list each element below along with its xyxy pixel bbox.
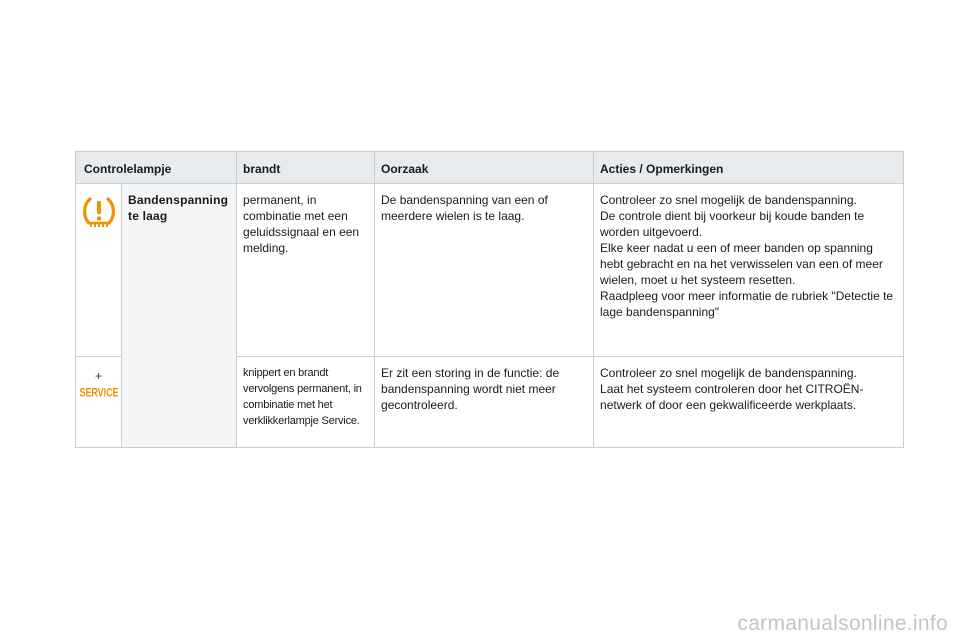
action-line: Controleer zo snel mogelijk de bandenspanning. (600, 193, 857, 207)
state-cell: knippert en brandt vervolgens permanent, in combinatie met het verklikkerlampje Service. (237, 357, 375, 448)
action-line: Raadpleeg voor meer informatie de rubriek "Detectie te lage bandenspanning" (600, 289, 894, 319)
action-line: Elke keer nadat u een of meer banden op spanning hebt gebracht en na het verwisselen van een of meer wielen, moet u het systeem resetten. (600, 241, 883, 287)
watermark: carmanualsonline.info (737, 612, 948, 635)
warning-name-cell: Bandenspanning te laag (122, 184, 237, 448)
action-line: De controle dient bij voorkeur bij koude banden te worden uitgevoerd. (600, 209, 865, 239)
cause-cell: De bandenspanning van een of meerdere wielen is te laag. (375, 184, 594, 357)
plus-sign: + (94, 369, 102, 383)
icon-cell (76, 184, 122, 357)
header-controlelampje: Controlelampje (76, 152, 237, 184)
warning-lamp-table (75, 151, 904, 448)
table-header-row (76, 152, 904, 184)
service-icon-text: SERVICE (79, 385, 118, 400)
header-acties: Acties / Opmerkingen (594, 152, 904, 184)
icon-cell (76, 357, 122, 448)
state-cell: permanent, in combinatie met een geluidssignaal en een melding. (237, 184, 375, 357)
actions-cell (594, 357, 904, 448)
cause-cell: Er zit een storing in de functie: de bandenspanning wordt niet meer gecontroleerd. (375, 357, 594, 448)
table-row (76, 184, 904, 357)
tyre-pressure-warning-icon (81, 194, 117, 230)
action-line: Controleer zo snel mogelijk de bandenspanning. (600, 366, 857, 380)
header-brandt: brandt (237, 152, 375, 184)
service-warning-icon (78, 385, 119, 399)
header-oorzaak: Oorzaak (375, 152, 594, 184)
action-line: Laat het systeem controleren door het CITROËN-netwerk of door een gekwalificeerde werkplaats. (600, 382, 864, 412)
actions-cell (594, 184, 904, 357)
